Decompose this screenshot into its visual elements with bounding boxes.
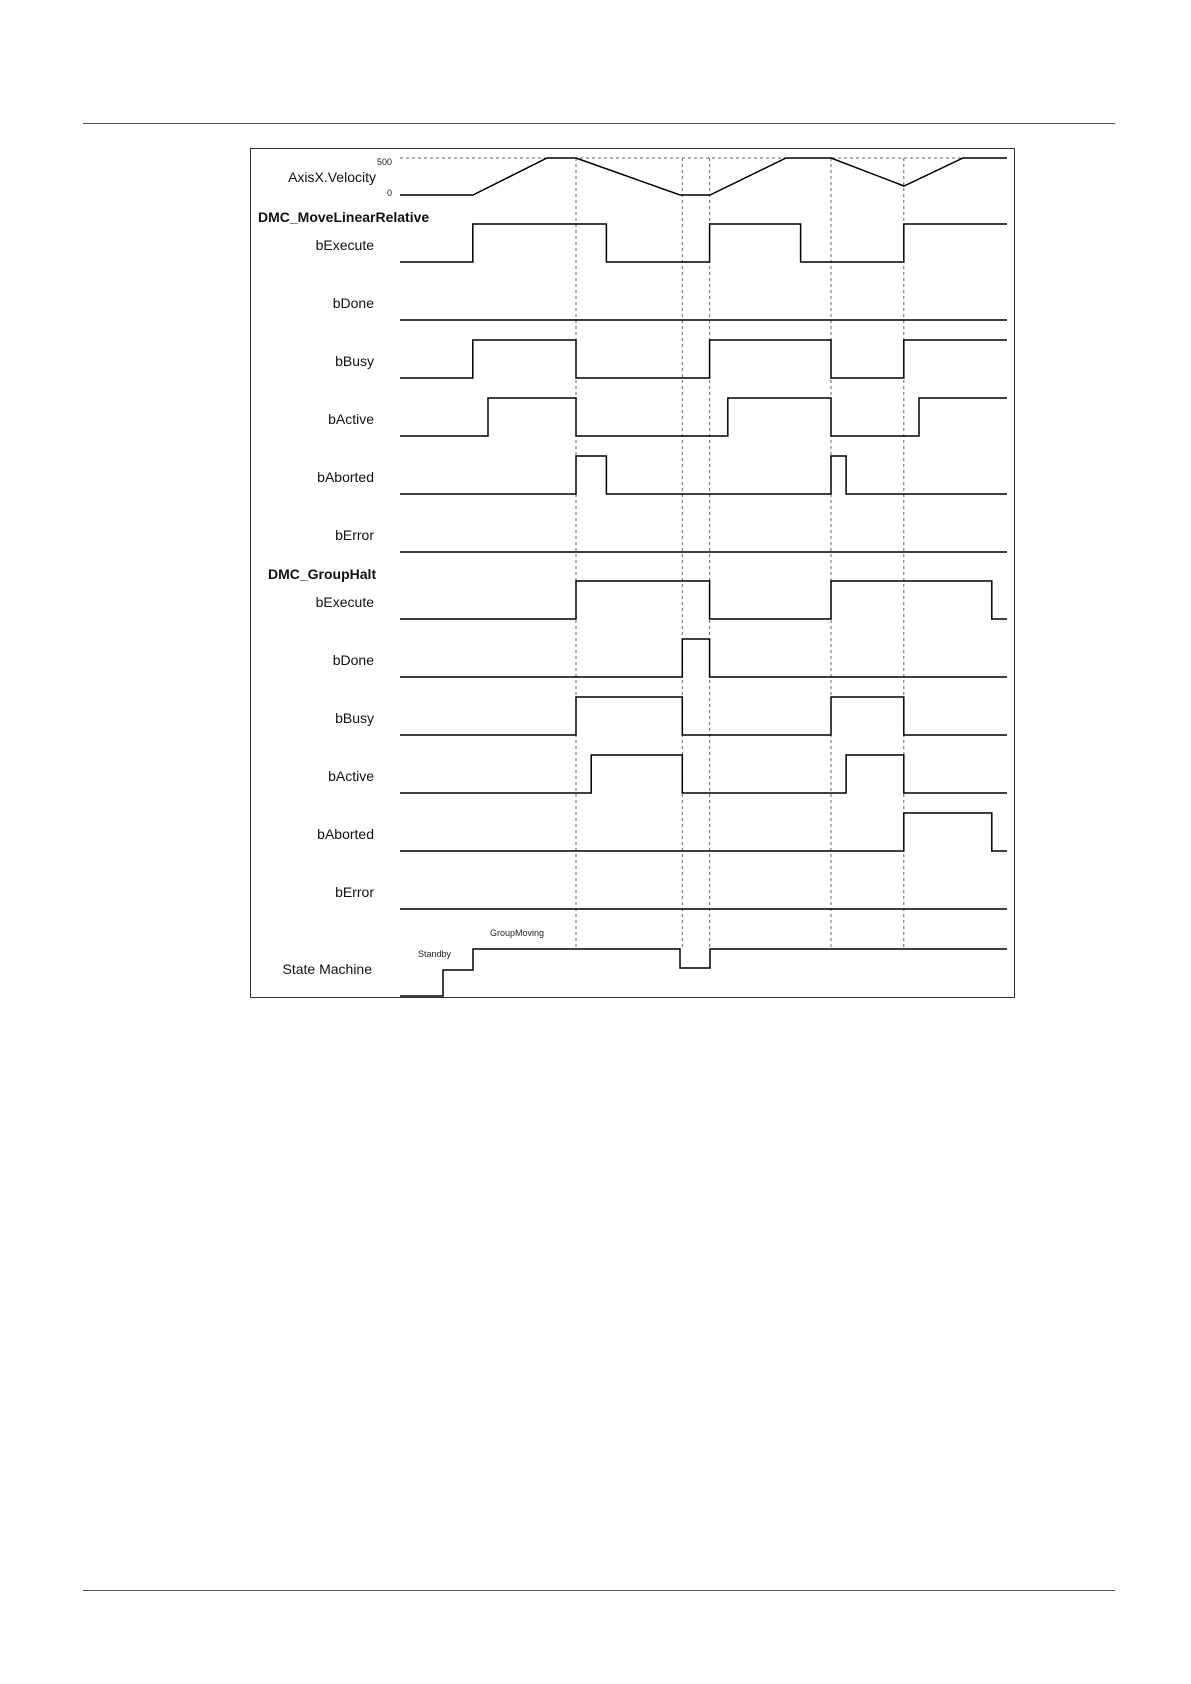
mlr-bexecute-label: bExecute [315, 237, 374, 253]
waveform-mlr-bactive [400, 398, 1007, 436]
velocity-max-label: 500 [376, 157, 392, 167]
waveform-gh-bexecute [400, 581, 1007, 619]
waveform-mlr-bbusy [400, 340, 1007, 378]
gh-bdone-label: bDone [332, 652, 374, 668]
gh-berror-label: bError [335, 884, 374, 900]
mlr-bbusy-label: bBusy [335, 353, 374, 369]
waveform-gh-bbusy [400, 697, 1007, 735]
state-machine-label: State Machine [282, 961, 372, 977]
mlr-berror-label: bError [335, 527, 374, 543]
gh-bexecute-label: bExecute [315, 594, 374, 610]
state-standby-label: Standby [418, 949, 452, 959]
waveform-gh-bactive [400, 755, 1007, 793]
mlr-bdone-label: bDone [332, 295, 374, 311]
group-title-move-linear-relative: DMC_MoveLinearRelative [258, 209, 430, 225]
velocity-min-label: 0 [386, 188, 392, 198]
waveform-gh-baborted [400, 813, 1007, 851]
waveform-mlr-bexecute [400, 224, 1007, 262]
waveform-mlr-baborted [400, 456, 1007, 494]
gh-bactive-label: bActive [328, 768, 374, 784]
guide-lines [576, 158, 904, 949]
velocity-trace [400, 158, 1007, 195]
signal-waves [400, 224, 1007, 909]
state-machine-trace [400, 949, 1007, 996]
velocity-label: AxisX.Velocity [288, 169, 376, 185]
mlr-baborted-label: bAborted [317, 469, 374, 485]
state-moving-label: GroupMoving [490, 928, 545, 938]
mlr-bactive-label: bActive [328, 411, 374, 427]
gh-baborted-label: bAborted [317, 826, 374, 842]
waveform-gh-bdone [400, 639, 1007, 677]
group-title-group-halt: DMC_GroupHalt [268, 566, 377, 582]
gh-bbusy-label: bBusy [335, 710, 374, 726]
